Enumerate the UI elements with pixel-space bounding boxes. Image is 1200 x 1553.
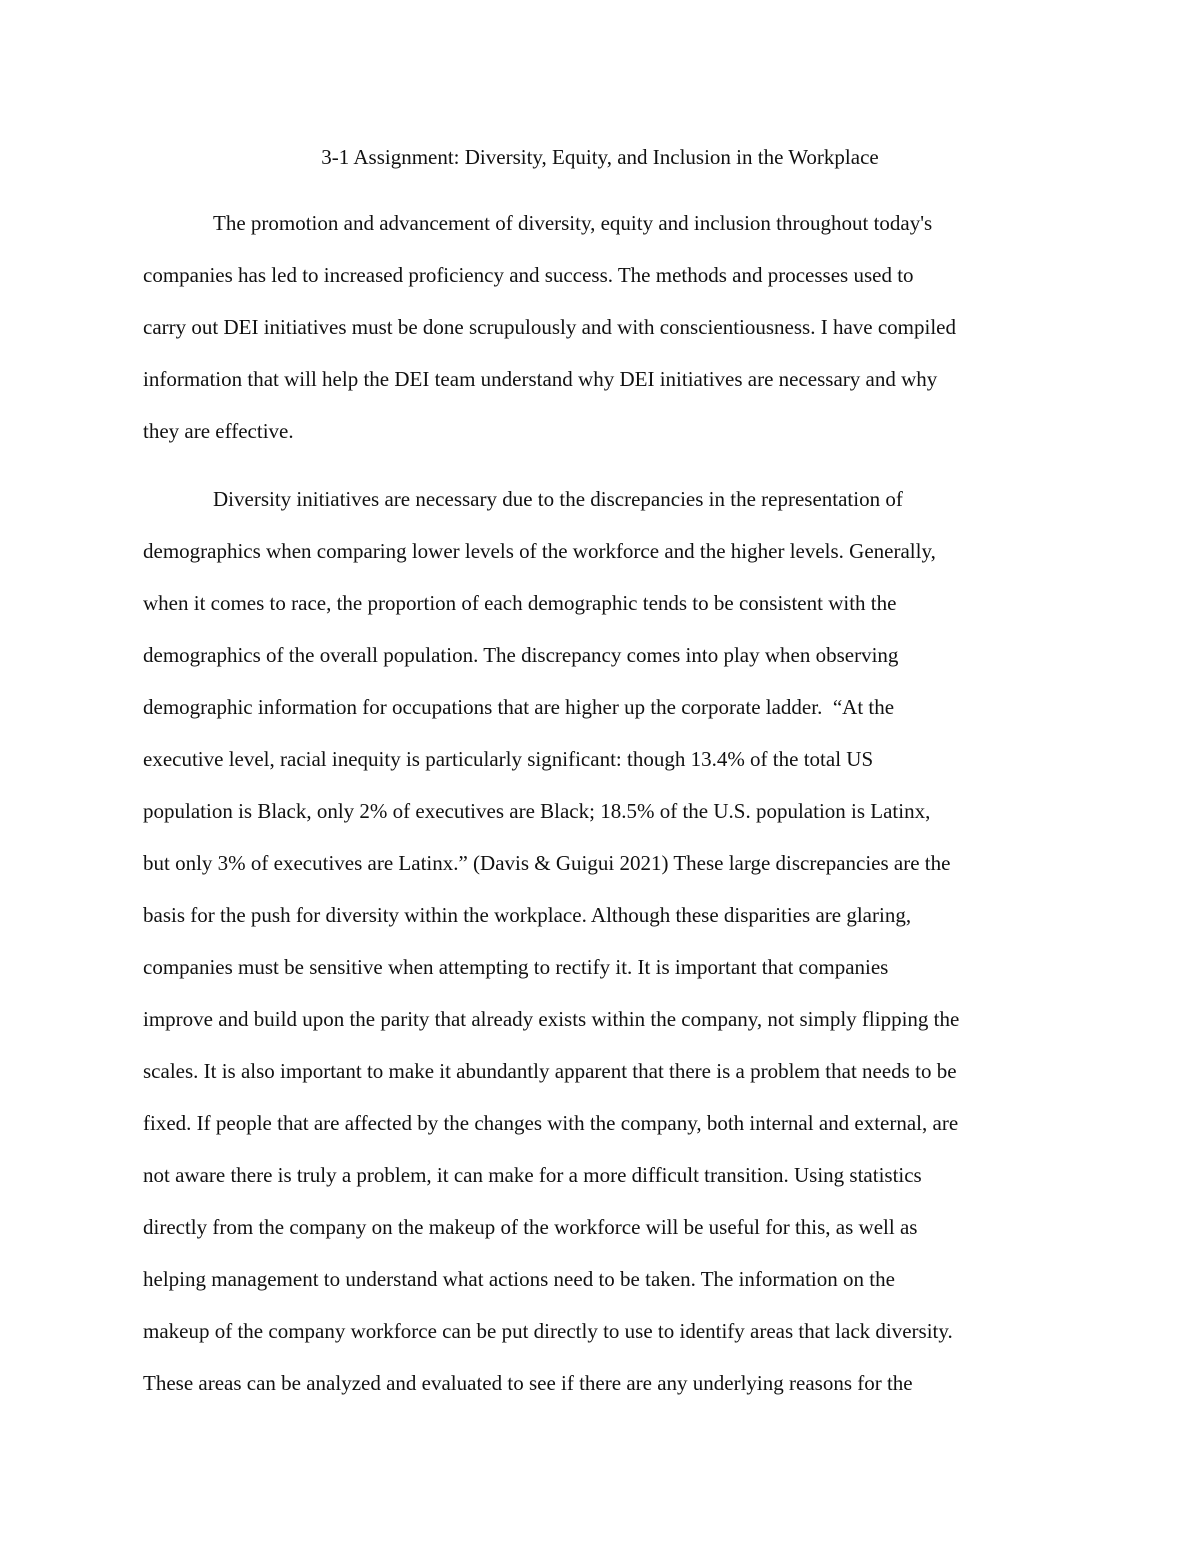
paragraph-1-line-3: carry out DEI initiatives must be done scrupulously and with conscientiousness. I have compiled [143,315,956,339]
paragraph-2-line-9: basis for the push for diversity within the workplace. Although these disparities are glaring, [143,903,912,927]
paragraph-2-line-6: executive level, racial inequity is particularly significant: though 13.4% of the total US [143,747,874,771]
paragraph-2-line-18: These areas can be analyzed and evaluated to see if there are any underlying reasons for the [143,1371,913,1395]
paragraph-2-line-13: fixed. If people that are affected by the changes with the company, both internal and external, are [143,1111,959,1135]
paragraph-2-line-12: scales. It is also important to make it abundantly apparent that there is a problem that needs to be [143,1059,957,1083]
paragraph-1-line-5: they are effective. [143,419,294,443]
paragraph-2-line-1: Diversity initiatives are necessary due to the discrepancies in the representation of [213,487,903,511]
paragraph-1-line-1: The promotion and advancement of diversity, equity and inclusion throughout today's [213,211,933,235]
paragraph-2-line-3: when it comes to race, the proportion of each demographic tends to be consistent with the [143,591,897,615]
paragraph-2-line-7: population is Black, only 2% of executives are Black; 18.5% of the U.S. population is Latinx, [143,799,931,823]
paragraph-2-line-8: but only 3% of executives are Latinx.” (Davis & Guigui 2021) These large discrepancies are the [143,851,951,875]
paragraph-2-line-2: demographics when comparing lower levels of the workforce and the higher levels. Generally, [143,539,936,563]
paragraph-2-line-11: improve and build upon the parity that already exists within the company, not simply flipping the [143,1007,960,1031]
paragraph-2-line-17: makeup of the company workforce can be put directly to use to identify areas that lack diversity. [143,1319,953,1343]
paragraph-1-line-2: companies has led to increased proficiency and success. The methods and processes used to [143,263,914,287]
paragraph-1-line-4: information that will help the DEI team understand why DEI initiatives are necessary and why [143,367,938,391]
paragraph-2-line-14: not aware there is truly a problem, it can make for a more difficult transition. Using statistics [143,1163,922,1187]
paragraph-2-line-4: demographics of the overall population. The discrepancy comes into play when observing [143,643,899,667]
document-title: 3-1 Assignment: Diversity, Equity, and Inclusion in the Workplace [321,145,879,169]
paragraph-2-line-15: directly from the company on the makeup of the workforce will be useful for this, as well as [143,1215,918,1239]
paragraph-2-line-10: companies must be sensitive when attempting to rectify it. It is important that companies [143,955,889,979]
paragraph-2-line-16: helping management to understand what actions need to be taken. The information on the [143,1267,895,1291]
paragraph-2-line-5: demographic information for occupations that are higher up the corporate ladder. “At the [143,695,895,719]
